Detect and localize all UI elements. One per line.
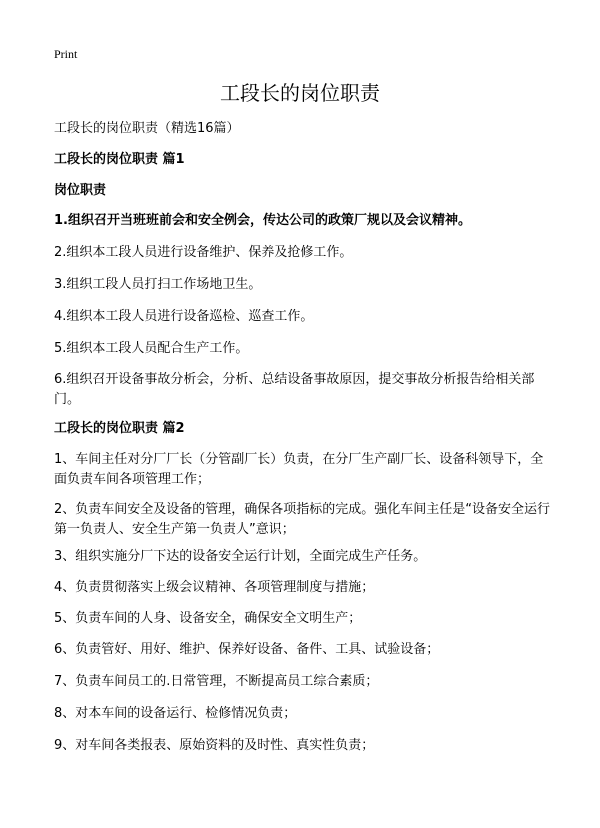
- section-1-item-6: 6.组织召开设备事故分析会，分析、总结设备事故原因，提交事故分析报告给相关部门。: [54, 372, 535, 407]
- print-label: Print: [54, 47, 78, 61]
- section-2-heading: 工段长的岗位职责 篇2: [54, 421, 185, 436]
- section-2-item-3: 3、组织实施分厂下达的设备安全运行计划，全面完成生产任务。: [54, 549, 427, 564]
- document-subtitle: 工段长的岗位职责（精选16篇）: [54, 121, 240, 136]
- section-2-item-1: 1、车间主任对分厂厂长（分管副厂长）负责，在分厂生产副厂长、设备科领导下，全面负责车间各项管理工作；: [54, 452, 544, 487]
- section-2-item-9: 9、对车间各类报表、原始资料的及时性、真实性负责；: [54, 738, 375, 753]
- section-1-item-3: 3.组织工段人员打扫工作场地卫生。: [54, 277, 262, 292]
- page-title: 工段长的岗位职责: [220, 81, 380, 105]
- section-2-item-8: 8、对本车间的设备运行、检修情况负责；: [54, 706, 297, 721]
- section-1-heading: 工段长的岗位职责 篇1: [54, 152, 185, 167]
- section-2-item-2: 2、负责车间安全及设备的管理，确保各项指标的完成。强化车间主任是“设备安全运行第一负责人、安全生产第一负责人”意识；: [54, 502, 551, 537]
- section-1-item-5: 5.组织本工段人员配合生产工作。: [54, 341, 249, 356]
- section-2-item-7: 7、负责车间员工的.日常管理，不断提高员工综合素质；: [54, 674, 379, 689]
- section-2-item-4: 4、负责贯彻落实上级会议精神、各项管理制度与措施；: [54, 580, 375, 595]
- section-2-item-5: 5、负责车间的人身、设备安全，确保安全文明生产；: [54, 611, 362, 626]
- section-1-subheading: 岗位职责: [54, 183, 107, 198]
- section-2-item-6: 6、负责管好、用好、维护、保养好设备、备件、工具、试验设备；: [54, 642, 440, 657]
- section-1-item-1: 1.组织召开当班班前会和安全例会，传达公司的政策厂规以及会议精神。: [54, 213, 471, 228]
- section-1-item-2: 2.组织本工段人员进行设备维护、保养及抢修工作。: [54, 245, 353, 260]
- section-1-item-4: 4.组织本工段人员进行设备巡检、巡查工作。: [54, 309, 314, 324]
